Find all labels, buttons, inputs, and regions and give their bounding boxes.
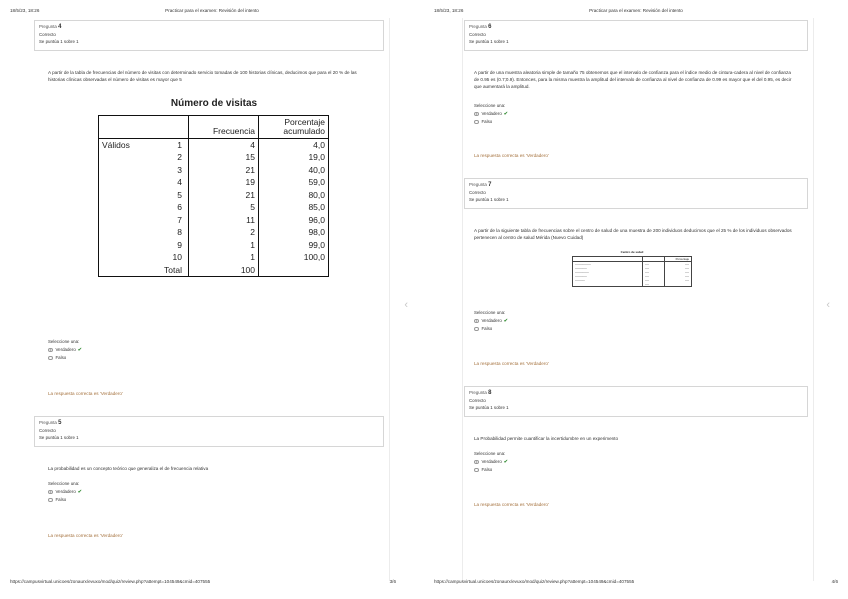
answers-7: [474, 309, 508, 333]
row-percent: 98,0: [259, 226, 329, 239]
option-label: Falso: [481, 326, 493, 331]
table-row: [99, 251, 329, 264]
option-label: Verdadero: [55, 347, 76, 352]
page-number: 4/6: [831, 579, 838, 584]
page-edge: [462, 18, 463, 581]
option-label: Falso: [55, 497, 67, 502]
question-status: Correcto: [469, 32, 486, 37]
option-label: Falso: [55, 355, 67, 360]
option-true[interactable]: [48, 346, 82, 354]
row-percent: 85,0: [259, 201, 329, 214]
total-label: Total: [143, 264, 189, 277]
total-value: 100: [189, 264, 259, 277]
mini-table-title: Centro de salud: [620, 250, 644, 254]
radio-unselected[interactable]: [48, 498, 53, 503]
row-value: 1: [143, 139, 189, 152]
question-label: Pregunta: [39, 24, 57, 29]
question-points: Se puntúa 1 sobre 1: [469, 39, 509, 44]
row-frequency: 2: [189, 226, 259, 239]
row-percent: 99,0: [259, 239, 329, 252]
mini-table-header: Porcentaje: [665, 257, 692, 262]
page-url: https://campusvirtual.unicoes/zonaurx/evuxo/mod/quiz/review.php?attempt=104549&cmid=407555: [10, 579, 211, 584]
option-true[interactable]: [474, 317, 508, 325]
question-label: Pregunta: [469, 24, 487, 29]
check-icon: ✔: [77, 489, 82, 495]
print-date: 18/5/23, 18:26: [434, 8, 464, 13]
question-number: 8: [488, 390, 492, 396]
radio-selected[interactable]: [474, 319, 479, 324]
select-prompt: Seleccione una:: [474, 103, 506, 108]
check-icon: ✔: [503, 318, 508, 324]
option-label: Falso: [481, 119, 493, 124]
question-info-5: [34, 416, 384, 447]
select-prompt: Seleccione una:: [474, 451, 506, 456]
center-frequency-table: [572, 250, 692, 287]
page-header: [10, 8, 414, 18]
header-frequency: Frecuencia: [189, 116, 259, 139]
chevron-left-icon[interactable]: ‹: [404, 299, 408, 311]
header-blank: [99, 116, 189, 139]
table-row: [99, 226, 329, 239]
row-frequency: 1: [189, 251, 259, 264]
check-icon: ✔: [77, 347, 82, 353]
option-label: Verdadero: [481, 459, 502, 464]
row-frequency: 11: [189, 214, 259, 227]
chevron-left-icon[interactable]: ‹: [826, 299, 830, 311]
radio-selected[interactable]: [48, 490, 53, 495]
table-row: [99, 176, 329, 189]
row-value: 5: [143, 189, 189, 202]
radio-selected[interactable]: [474, 112, 479, 117]
row-percent: 100,0: [259, 251, 329, 264]
question-status: Correcto: [469, 398, 486, 403]
option-true[interactable]: [474, 458, 508, 466]
document-title: Practicar para el examen: Revisión del intento: [165, 8, 259, 13]
table-row: [99, 164, 329, 177]
answers-6: [474, 102, 508, 126]
question-info-4: [34, 20, 384, 51]
question-points: Se puntúa 1 sobre 1: [39, 39, 79, 44]
option-false[interactable]: [48, 496, 82, 504]
question-label: Pregunta: [39, 420, 57, 425]
table-row: [99, 239, 329, 252]
question-number: 6: [488, 24, 492, 30]
option-label: Falso: [481, 467, 493, 472]
feedback-5: La respuesta correcta es 'Verdadero': [48, 533, 123, 538]
page-header: [434, 8, 838, 18]
check-icon: ✔: [503, 459, 508, 465]
row-frequency: 19: [189, 176, 259, 189]
mini-table: Porcentaje ──────── ── ── ────── ── ── ─────── ── ── ────── ── ── ───── ── ── ──: [572, 256, 692, 287]
question-points: Se puntúa 1 sobre 1: [469, 197, 509, 202]
group-label: Válidos: [99, 139, 143, 152]
row-percent: 19,0: [259, 151, 329, 164]
option-false[interactable]: [474, 466, 508, 474]
radio-selected[interactable]: [474, 460, 479, 465]
radio-unselected[interactable]: [474, 120, 479, 125]
question-label: Pregunta: [469, 390, 487, 395]
option-label: Verdadero: [481, 111, 502, 116]
select-prompt: Seleccione una:: [48, 481, 80, 486]
row-percent: 80,0: [259, 189, 329, 202]
radio-selected[interactable]: [48, 348, 53, 353]
row-percent: 4,0: [259, 139, 329, 152]
answers-4: [48, 338, 82, 362]
row-value: 8: [143, 226, 189, 239]
question-status: Correcto: [39, 428, 56, 433]
question-text-4: A partir de la tabla de frecuencias del número de visitas con determinado servicio tomadas de 100 historias clínicas, deducimos que para el 20 % de las historias clínicas observadas el número de visitas es mayor que 5: [48, 70, 357, 82]
question-number: 5: [58, 420, 62, 426]
question-number: 4: [58, 24, 62, 30]
row-value: 2: [143, 151, 189, 164]
page-number: 3/6: [389, 579, 396, 584]
question-label: Pregunta: [469, 182, 487, 187]
table-row: [99, 151, 329, 164]
question-text-6: A partir de una muestra aleatoria simple de tamaño 75 obtenemos que el intervalo de confianza para el índice medio de cintura-cadera al nivel de confianza de 0.95 es (0.7;0.9). Entonces, para la misma muestra la amplitud del intervalo de confianza al nivel de confianza de 0.99 es mayor que el del 0.95, es decir que aumentará la amplitud.: [474, 70, 792, 89]
pdf-page-4: [424, 0, 848, 599]
visits-frequency-table: [58, 98, 358, 277]
row-value: 7: [143, 214, 189, 227]
table-row: [99, 201, 329, 214]
radio-unselected[interactable]: [474, 327, 479, 332]
feedback-7: La respuesta correcta es 'Verdadero': [474, 361, 549, 366]
question-points: Se puntúa 1 sobre 1: [469, 405, 509, 410]
option-true[interactable]: [474, 110, 508, 118]
answers-5: [48, 480, 82, 504]
row-frequency: 5: [189, 201, 259, 214]
select-prompt: Seleccione una:: [48, 339, 80, 344]
row-value: 4: [143, 176, 189, 189]
row-frequency: 15: [189, 151, 259, 164]
table-title: Número de visitas: [170, 98, 258, 109]
option-label: Verdadero: [55, 489, 76, 494]
row-value: 3: [143, 164, 189, 177]
table-row: [99, 189, 329, 202]
table-row: [99, 139, 329, 152]
row-percent: 59,0: [259, 176, 329, 189]
page-url: https://campusvirtual.unicoes/zonaurx/evuxo/mod/quiz/review.php?attempt=104549&cmid=407555: [434, 579, 635, 584]
row-value: 9: [143, 239, 189, 252]
feedback-6: La respuesta correcta es 'Verdadero': [474, 153, 549, 158]
feedback-4: La respuesta correcta es 'Verdadero': [48, 391, 123, 396]
header-cumulative-percent: Porcentaje acumulado: [259, 116, 329, 139]
row-value: 10: [143, 251, 189, 264]
select-prompt: Seleccione una:: [474, 310, 506, 315]
question-number: 7: [488, 182, 492, 188]
question-status: Correcto: [39, 32, 56, 37]
row-percent: 40,0: [259, 164, 329, 177]
page-footer: [10, 579, 414, 589]
document-title: Practicar para el examen: Revisión del intento: [589, 8, 683, 13]
page-edge: [813, 18, 814, 581]
option-label: Verdadero: [481, 318, 502, 323]
question-points: Se puntúa 1 sobre 1: [39, 435, 79, 440]
radio-unselected[interactable]: [48, 356, 53, 361]
feedback-8: La respuesta correcta es 'Verdadero': [474, 502, 549, 507]
radio-unselected[interactable]: [474, 468, 479, 473]
option-false[interactable]: [474, 325, 508, 333]
question-info-6: [464, 20, 808, 51]
question-text-5: La probabilidad es un concepto teórico que generaliza el de frecuencia relativa: [48, 466, 209, 471]
option-false[interactable]: [48, 354, 82, 362]
print-date: 18/5/23, 18:26: [10, 8, 40, 13]
check-icon: ✔: [503, 111, 508, 117]
answers-8: [474, 450, 508, 474]
table-row-total: [99, 264, 329, 277]
question-info-8: [464, 386, 808, 417]
page-edge: [389, 18, 390, 581]
frequency-table: [98, 115, 329, 277]
row-frequency: 4: [189, 139, 259, 152]
option-true[interactable]: [48, 488, 82, 496]
row-frequency: 1: [189, 239, 259, 252]
question-status: Correcto: [469, 190, 486, 195]
question-info-7: [464, 178, 808, 209]
page-footer: [434, 579, 838, 589]
row-frequency: 21: [189, 164, 259, 177]
row-value: 6: [143, 201, 189, 214]
question-text-7: A partir de la siguiente tabla de frecuencias sobre el centro de salud de una muestra de 200 individuos deducimos que el 25 % de los individuos observados pertenecen al centro de salud Mérida (Nuevo Cuidad): [474, 228, 792, 240]
table-row: [99, 214, 329, 227]
option-false[interactable]: [474, 118, 508, 126]
row-percent: 96,0: [259, 214, 329, 227]
row-frequency: 21: [189, 189, 259, 202]
question-text-8: La Probabilidad permite cuantificar la incertidumbre en un experimento: [474, 436, 619, 441]
